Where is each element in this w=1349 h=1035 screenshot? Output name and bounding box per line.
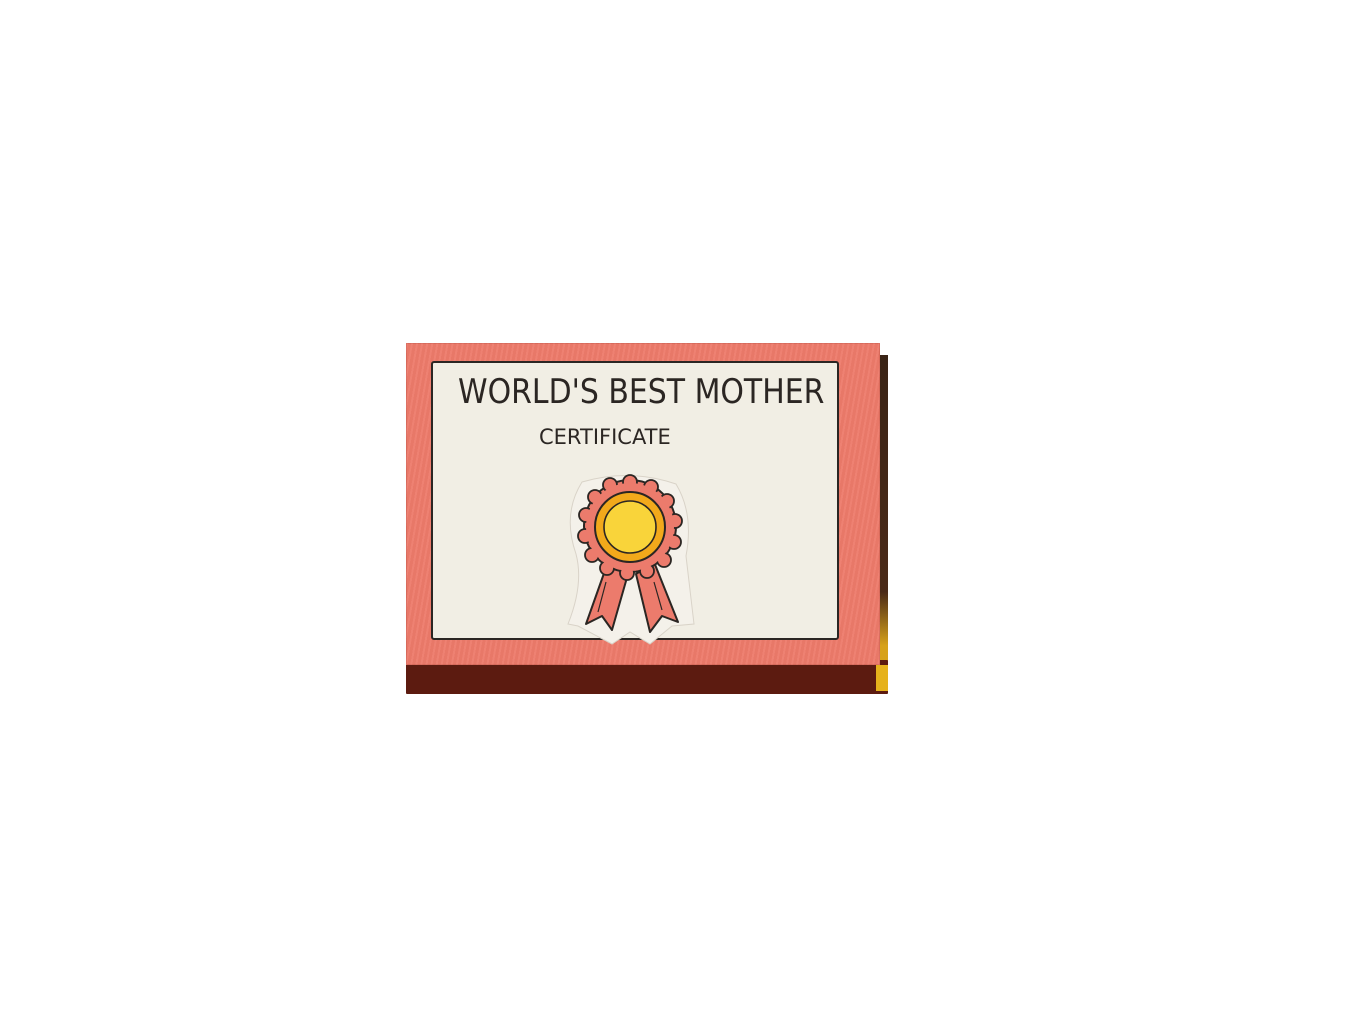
award-ribbon-icon [554,474,704,650]
striker-strip [876,665,888,691]
certificate-subtitle: CERTIFICATE [539,425,671,449]
matchbox-tray-edge [406,660,888,694]
certificate-title: WORLD'S BEST MOTHER [458,372,825,412]
